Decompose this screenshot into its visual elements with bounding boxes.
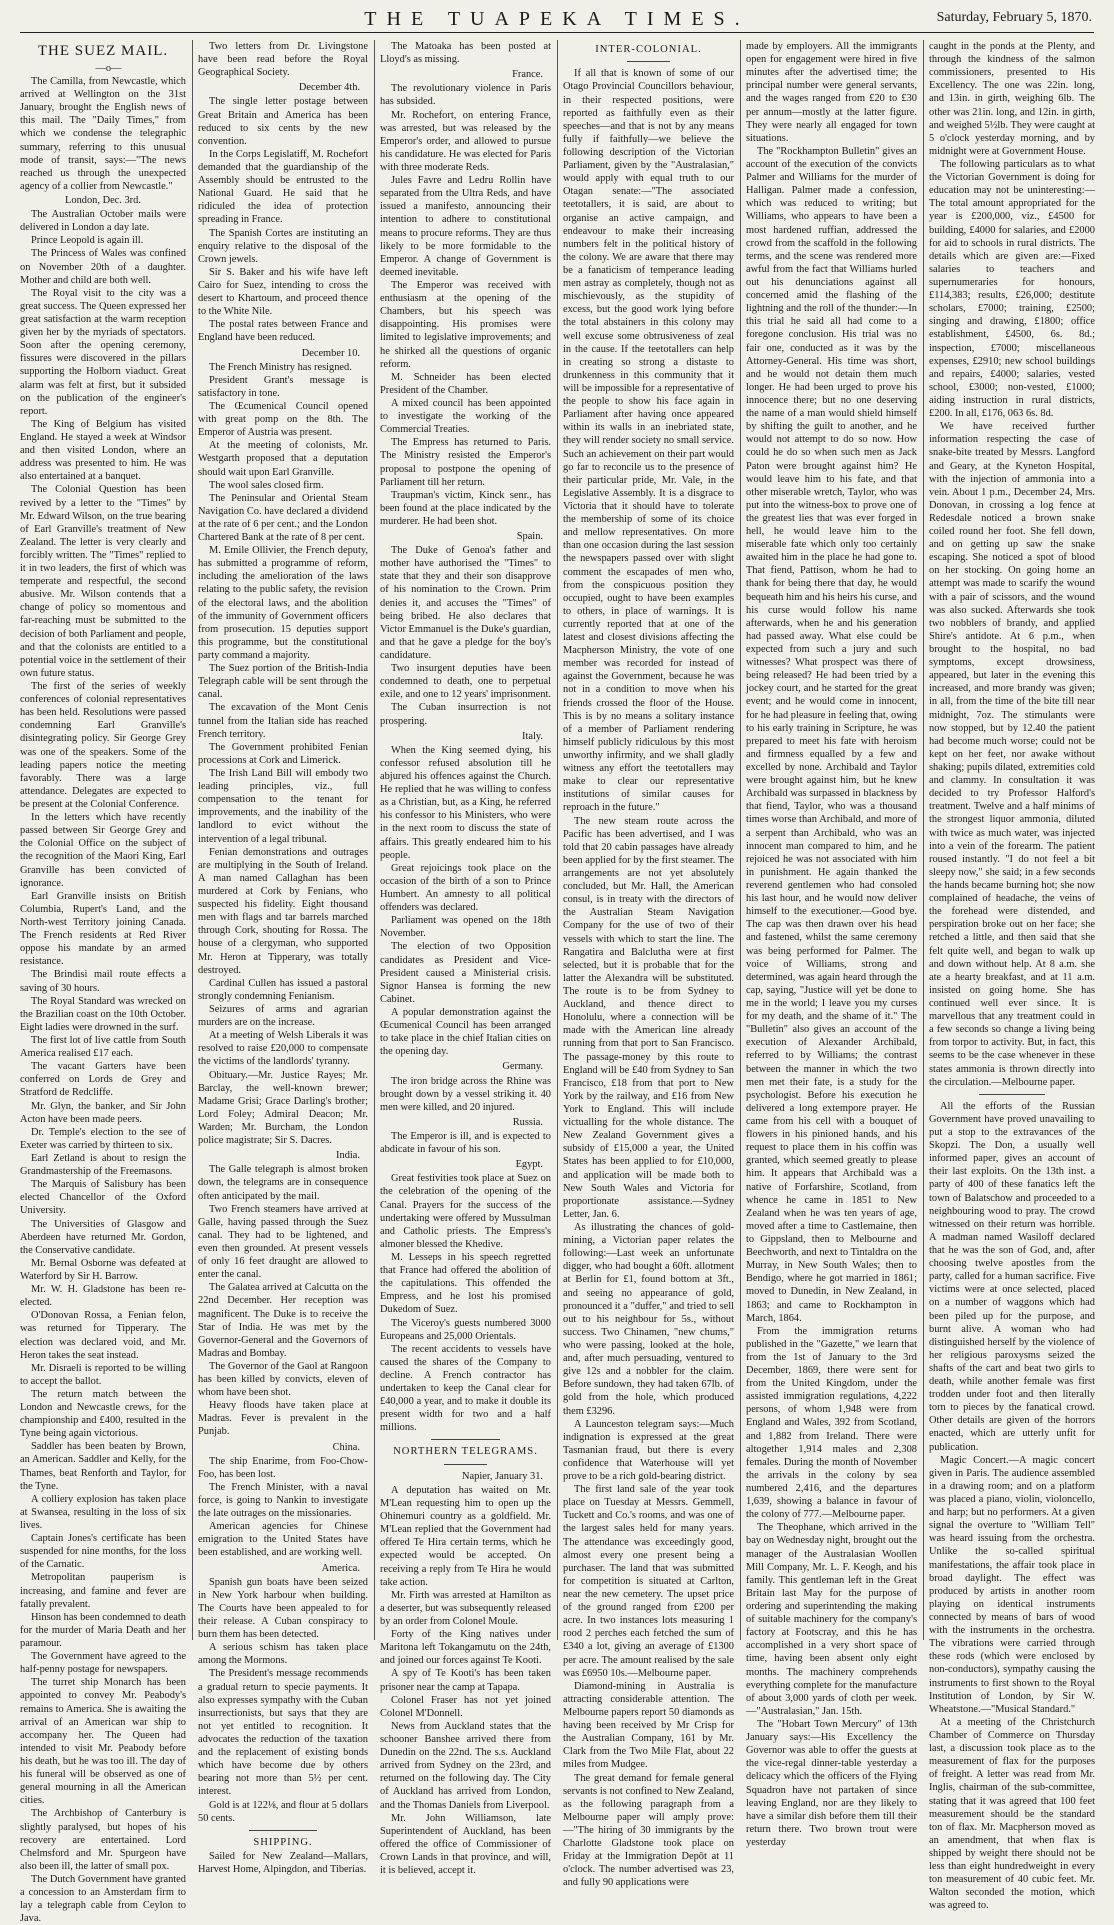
- paragraph: Mr. Disraeli is reported to be willing to accept the ballot.: [20, 1362, 186, 1387]
- paragraph: The Duke of Genoa's father and mother have authorised the "Times" to state that they and their son disapprove of his nomination to the Crown. Prim denies it, and accuses the "Times" of being bribed. He also declares that Victor Emmanuel is the Duke's guardian, and that he gave a pledge for the boy's candidature.: [380, 545, 551, 662]
- section-heading-germany: Germany.: [502, 1061, 543, 1073]
- paragraph: The revolutionary violence in Paris has subsided.: [380, 83, 551, 108]
- paragraph: The "Rockhampton Bulletin" gives an account of the execution of the convicts Palmer and Williams for the murder of Halligan. Palmer made a confession, which was reduced to writing; but Williams, who appears to have been a most hardened ruffian, addressed the crowd from the scaffold in the following terms, and the scene was rendered more awful from the fact that Williams hurled out his denunciations against all concerned amid the flashing of the lightning and the roll of the thunder:—In this trial he said all had come to a foregone conclusion. His trial was no fair one, conducted as it was by the Attorney-General. His time was short, and he would not detain them much longer. He had been urged to prove his innocence there; but no one deserving the name of a man would shield himself by shifting the guilt to another, and he would not attempt to do so now. How could he do so when such men as Jack Paton were brought against him? He would leave him to his fate, and that other miserable wretch, Taylor, who was put into the witness-box to prove one of the greatest lies that was ever forged in hell, he would leave him to the miserable fate which only too certainly awaited him in the place he had gone to. That fiend, Pattison, whom he had to thank for being there that day, he would bequeath him and his heirs his curse, and his curse would follow his name afterwards, when he and his generation had passed away. What else could be expected from such a jury and such witnesses? What prospect was there of being released? He had been tried by a jockey court, and he started for the great event; and he would come in innocent, for he had pleasure in feeling that, owing to his early training in Scripture, he was prepared to meet his fate with heroism and firmness equalled by a few and excelled by none. Archibald and Taylor were brought against him, but he knew Archibald was surpassed in blackness by that fiend, Taylor, who was a thousand times worse than Archibald, and more of a serpent than Archibald, who was an innocent man compared to him, and he rejoiced he was not associated with him in punishment. He again thanked the reverend gentlemen who had consoled his last hour, and he would now deliver himself to the executioner.—Good bye. The cap was then drawn over his head and fastened, whilst the same ceremony was being performed for Palmer. The voice of Williams, strong and determined, was again heard through the cap, saying, "Justice will yet be done to me in the world; I leave you my curses for my death, and the shame of it." The "Bulletin" also gives an account of the execution of Alexander Archibald, referred to by Williams; the contrast between the manner in which the two men met their fate, is a study for the psychologist. Before his execution he delivered a long extempore prayer. He came from his cell with a bouquet of flowers in his pinioned hands, and his request to place them in his coffin was granted, which seemed greatly to please him. It appears that Archibald was a native of Forfarshire, Scotland, from whence he came in 1851 to New Zealand when he was ten years of age, moved after a time to Castlemaine, then to Gippsland, then to Melbourne and Beechworth, and next to Tintaldra on the Murray, in New South Wales; then to Bendigo, where he got married in 1861; moved to Dunedin, in New Zealand, in 1863; and came to Rockhampton in March, 1864.: [746, 145, 917, 1324]
- paragraph: Spanish gun boats have been seized in New York harbour when building. The Courts have been appealed to for their release. A Cuban conspiracy to burn them has been detected.: [198, 1576, 368, 1641]
- paragraph: A popular demonstration against the Œcumenical Council has been arranged to take place in the chief Italian cities on the opening day.: [380, 1006, 551, 1058]
- paragraph: The first lot of live cattle from South America realised £17 each.: [20, 1034, 186, 1060]
- paragraph: Sir S. Baker and his wife have left Cairo for Suez, intending to cross the desert to Khartoum, and proceed thence to the White Nile.: [198, 266, 368, 318]
- paragraph: From the immigration returns published in the "Gazette," we learn that from the 1st of January to the 3rd December, 1869, there were sent for from the United Kingdom, under the assisted immigration regulations, 4,222 persons, of whom 1,948 were from England and Wales, 392 from Scotland, and 1,882 from Ireland. There were altogether 1,914 males and 2,308 females. During the month of November the arrivals in the colony by sea numbered 2,416, and the departures 1,639, showing a balance in favour of the colony of 777.—Melbourne paper.: [746, 1325, 917, 1521]
- paragraph: Metropolitan pauperism is increasing, and famine and fever are fatally prevalent.: [20, 1572, 186, 1610]
- paragraph: The Emperor was received with enthusiasm at the opening of the Chambers, but his speech was disappointing. His promises were limited to legislative improvements; and he shirked all the questions of organic reform.: [380, 279, 551, 370]
- article-heading-suez-mail: THE SUEZ MAIL.: [37, 43, 169, 59]
- paragraph: M. Lesseps in his speech regretted that France had offered the abolition of the capitulations. This offended the Empress, and he lost his promised Dukedom of Suez.: [380, 1251, 551, 1316]
- paragraph: Two letters from Dr. Livingstone have been read before the Royal Geographical Society.: [198, 41, 368, 79]
- paragraph: The Archbishop of Canterbury is slightly paralysed, but hopes of his recovery are entertained. Lord Chelmsford and Mr. Spurgeon have also been ill, the latter of small pox.: [20, 1808, 186, 1872]
- paragraph: The Governor of the Gaol at Rangoon has been killed by convicts, eleven of whom have been shot.: [198, 1360, 368, 1399]
- paragraph: The "Hobart Town Mercury" of 13th January says:—His Excellency the Governor was able to offer the guests at the vice-regal dinner-table yesterday a delicacy which the officers of the Flying Squadron have not partaken of since leaving England, nor are they likely to have a similar dish before them till their return there. Two brown trout were yesterday: [746, 1719, 917, 1848]
- paragraph: The Galatea arrived at Calcutta on the 22nd December. Her reception was magnificent. The Duke is to receive the Star of India. He was met by the Governor-General and the Governors of Madras and Bombay.: [198, 1282, 368, 1359]
- section-heading-russia: Russia.: [512, 1116, 543, 1128]
- column-3: [380, 40, 551, 1877]
- paragraph: Mr. John Williamson, late Superintendent of Auckland, has been offered the office of Commissioner of Crown Lands in that province, and will, it is believed, accept it.: [380, 1812, 551, 1877]
- paragraph: The turret ship Monarch has been appointed to convey Mr. Peabody's remains to America. She is awaiting the arrival of an American war ship to accompany her. The Queen had intended to visit Mr. Peabody before his death, but he was too ill. The day of his funeral will be observed as one of general mourning in all the American cities.: [20, 1677, 186, 1807]
- paragraph: Mr. Rochefort, on entering France, was arrested, but was released by the Emperor's order, and allowed to pursue his candidature. He was elected for Paris with three moderate Reds.: [380, 109, 551, 173]
- paragraph: Obituary.—Mr. Justice Rayes; Mr. Barclay, the well-known brewer; Madame Grisi; Grace Darling's brother; Lord Foley; Admiral Deacon; Mr. Warden; Mr. Burcham, the London police magistrate; Sir S. Dacres.: [198, 1069, 368, 1147]
- paragraph: The new steam route across the Pacific has been advertised, and I was told that 20 cabin passages have already been applied for by the first steamer. The arrangements are not yet absolutely concluded, but Mr. Hall, the American consul, is in treaty with the directors of the Australian Steam Navigation Company for the use of two of their vessels with which to start the line. The Rangatira and Balclutha were at first selected, but it is probable that for the latter the Alexandra will be substituted. The route is to be from Sydney to Auckland, and thence direct to Honolulu, where a connection will be made with the American line already running from that port to San Francisco. The passage-money by this route to England will be £40 from Sydney to San Francisco, £18 from that port to New York by the railway, and £16 from New York to England. This will include victualling for the whole distance. The New Zealand Government gives a subsidy of £15,000 a year, the United States has been applied to for £10,000, and application will be made both to New South Wales and Victoria for proportionate assistance.—Sydney Letter, Jan. 6.: [563, 815, 734, 1220]
- paragraph: Mr. Firth was arrested at Hamilton as a deserter, but was subsequently released by an order from Colonel Moule.: [380, 1589, 551, 1628]
- column-rule: [557, 40, 558, 1640]
- paragraph: The Emperor is ill, and is expected to abdicate in favour of his son.: [380, 1130, 551, 1156]
- paragraph: All the efforts of the Russian Government have proved unavailing to put a stop to the extravances of the Skopzi. The Don, a usually well informed paper, gives an account of their last exploits. On the 13th inst. a party of 400 of these fanatics left the town of Balatschow and proceeded to a neighbouring wood to pray. The crowd witnessed on their return was horrible. A madman named Wasiloff declared that he was the son of God, and, after choosing twelve apostles from the party, called for a human sacrifice. Five victims were at once selected, placed on a number of waggons which had been piled up for the purpose, and burnt alive. A woman who had distinguished herself by the violence of her religious paroxysms seized the shafts of the cart and beat two girls to death, while another female was first trodden under foot and then literally torn to pieces by the fanatical crowd. Other details are given of the horrors enacted, which are utterly unfit for publication.: [929, 1100, 1095, 1453]
- section-heading-china: China.: [332, 1441, 360, 1453]
- separator: —o—: [95, 62, 122, 74]
- section-heading-italy: Italy.: [522, 730, 543, 742]
- paragraph: At the meeting of colonists, Mr. Westgarth proposed that a deputation should wait upon Earl Granville.: [198, 440, 368, 478]
- paragraph: Jules Favre and Ledru Rollin have separated from the Ultra Reds, and have issued a manifesto, announcing their intention to adhere to constitutional means to procure reforms. They are thus likely to be more formidable to the Emperor. A change of Government is deemed inevitable.: [380, 175, 551, 278]
- paragraph: Gold is at 122⅛, and flour at 5 dollars 50 cents.: [198, 1799, 368, 1824]
- paragraph: Forty of the King natives under Maritona left Tokangamutu on the 24th, and joined our forces against Te Kooti.: [380, 1629, 551, 1667]
- paragraph: The Royal Standard was wrecked on the Brazilian coast on the 10th October. Eight ladies were drowned in the surf.: [20, 995, 186, 1033]
- paragraph: American agencies for Chinese emigration to the United States have been established, and are working well.: [198, 1521, 368, 1559]
- paragraph: President Grant's message is satisfactory in tone.: [198, 374, 368, 399]
- paragraph: When the King seemed dying, his confessor refused absolution till he abjured his offences against the Church. He replied that he was willing to confess as a Christian, but, as a King, he referred his confessor to his Ministers, who were in the next room to discuss the state of affairs. This greatly endeared him to his people.: [380, 744, 551, 861]
- paragraph: A serious schism has taken place among the Mormons.: [198, 1642, 368, 1667]
- column-rule: [374, 40, 375, 1640]
- paragraph: made by employers. All the immigrants open for engagement were hired in five minutes after the advertised time; the principal number were general servants, and the wages ranged from £20 to £30 per annum—mostly at the latter figure. They were nearly all engaged for town situations.: [746, 41, 917, 144]
- paragraph: The Brindisi mail route effects a saving of 30 hours.: [20, 969, 186, 994]
- paragraph: The following particulars as to what the Victorian Government is doing for education may not be uninteresting:—The total amount appropriated for the year is £200,000, viz., £4500 for building, £4000 for salaries, and £2000 for aid to schools in rural districts. The details which are given are:—Fixed salaries to teachers and supernumeraries for honours, £114,383; results, £26,000; destitute scholars, £7000; training, £2500; singing and drawing, £1800; office establishment, £4500, 6s. 8d.; inspection, £7000; miscellaneous expenses, £2910; new school buildings and repairs, £4000; salaries, vested school, £3000; non-vested, £1000; aiding instruction in rural districts, £200. In all, £176, 063 6s. 8d.: [929, 158, 1095, 420]
- paragraph: Captain Jones's certificate has been suspended for nine months, for the loss of the Carnatic.: [20, 1533, 186, 1571]
- dateline: December 4th.: [298, 82, 360, 94]
- paragraph: The Galle telegraph is almost broken down, the telegrams are in consequence often anticipated by the mail.: [198, 1164, 368, 1202]
- paragraph: Earl Zetland is about to resign the Grandmastership of the Freemasons.: [20, 1152, 186, 1178]
- paragraph: The Peninsular and Oriental Steam Navigation Co. have declared a dividend at the rate of 6 per cent.; and the London Chartered Bank at the rate of 8 per cent.: [198, 492, 368, 544]
- paragraph: The election of two Opposition candidates as President and Vice-President caused a Ministerial crisis. Signor Hansea is forming the new Cabinet.: [380, 941, 551, 1005]
- paragraph: The Camilla, from Newcastle, which arrived at Wellington on the 31st January, brought the English news of this mail. The "Daily Times," from which we condense the telegraphic summary, referring to this unusual mode of transit, says:—"The news reached us through the unexpected agency of a collier from Newcastle.": [20, 76, 186, 192]
- section-heading-spain: Spain.: [516, 531, 543, 543]
- paragraph: Mr. W. H. Gladstone has been re-elected.: [20, 1284, 186, 1309]
- paragraph: Cardinal Cullen has issued a pastoral strongly condemning Fenianism.: [198, 977, 368, 1002]
- paragraph: The Cuban insurrection is not prospering.: [380, 702, 551, 727]
- dateline: London, Dec. 3rd.: [65, 194, 141, 206]
- paragraph: The recent accidents to vessels have caused the shares of the Company to decline. A French contractor has undertaken to keep the Canal clear for £40,000 a year, and to make it double its present width for two and a half millions.: [380, 1343, 551, 1434]
- column-2: [198, 40, 368, 1876]
- paragraph: A mixed council has been appointed to investigate the working of the Commercial Treaties.: [380, 397, 551, 436]
- paragraph: Magic Concert.—A magic concert given in Paris. The audience assembled in a drawing room; and on a platform was placed a piano, violin, violoncello, and harp; but no performers. At a given signal the overture to "William Tell" was heard issuing from the orchestra. Unlike the so-called spiritual manifestations, the affair took place in broad daylight. The effect was produced by artists in another room playing on identical instruments connected by means of bars of wood with the instruments in the orchestra. The vibrations were carried through these rods (which were enclosed by non-conductors), sympathy causing the instruments to first shown to the Royal Institution of London, by Sir W. Wheatstone.—"Musical Standard.": [929, 1454, 1095, 1715]
- paragraph: The Irish Land Bill will embody two leading principles, viz., full compensation to the tenant for improvements, and the inability of the landlord to evict without the intervention of a legal tribunal.: [198, 768, 368, 845]
- paragraph: Two insurgent deputies have been condemned to death, one to perpetual exile, and one to 12 years' imprisonment.: [380, 663, 551, 701]
- paragraph: The single letter postage between Great Britain and America has been reduced to six cents by the new convention.: [198, 96, 368, 147]
- paragraph: A Launceston telegram says:—Much indignation is expressed at the great Tasmanian fraud, but there is every confidence that Waterhouse will yet prove to be a rich gold-bearing district.: [563, 1418, 734, 1483]
- paragraph: A colliery explosion has taken place at Swansea, resulting in the loss of six lives.: [20, 1493, 186, 1532]
- paragraph: The first of the series of weekly conferences of colonial representatives has been held. Resolutions were passed condemning Earl Granville's disintegrating policy. Sir George Grey was one of the speakers. Some of the leading papers notice the meeting favorably. There was a large attendance. Delegates are expected to be present at the Colonial Conference.: [20, 681, 186, 811]
- paragraph: At a meeting of the Christchurch Chamber of Commerce on Thursday last, a discussion took place as to the measurement of flax for the purposes of freight. A letter was read from Mr. Inglis, chairman of the sub-committee, stating that it was agreed that 100 feet measurement should be the standard ton of flax. Mr. Macpherson moved as an amendment, that when flax is shipped by weight there should not be less than eight hundredweight in every ton measurement of 40 cubic feet. Mr. Walton seconded the motion, which was agreed to.: [929, 1716, 1095, 1912]
- paragraph: The wool sales closed firm.: [209, 479, 324, 491]
- paragraph: News from Auckland states that the schooner Banshee arrived there from Dunedin on the 22nd. The s.s. Auckland arrived from Sydney on the 23rd, and returned on the following day. The City of Auckland has arrived from London, and the Thomas Daniels from Liverpool.: [380, 1720, 551, 1811]
- paragraph: M. Emile Ollivier, the French deputy, has submitted a programme of reform, including the amelioration of the laws relating to the public safety, the revision of the electoral laws, and the abolition of the immunity of Government officers from prosecution. 15 deputies support this programme, but the constitutional party command a majority.: [198, 545, 368, 662]
- masthead: [20, 6, 1094, 33]
- paragraph: Hinson has been condemned to death for the murder of Maria Death and her paramour.: [20, 1611, 186, 1650]
- paragraph: The French Ministry has resigned.: [209, 361, 352, 373]
- paragraph: The President's message recommends a gradual return to specie payments. It also expresses sympathy with the Cuban insurrectionists, but says that they are not yet entitled to recognition. It advocates the reduction of the taxation and the replacement of existing bonds which have become due by others bearing not more than 5½ per cent. interest.: [198, 1668, 368, 1798]
- paragraph: The Viceroy's guests numbered 3000 Europeans and 25,000 Orientals.: [380, 1317, 551, 1342]
- paragraph: Fenian demonstrations and outrages are multiplying in the South of Ireland. A man named Callaghan has been murdered at Cork by Fenians, who suspected his fidelity. Eight thousand men with flags and tar barrels marched through Cork, shouting for Rossa. The house of a clergyman, who supported Mr. Heron at Tipperary, was totally destroyed.: [198, 846, 368, 976]
- paragraph: The Œcumenical Council opened with great pomp on the 8th. The Emperor of Austria was present.: [198, 400, 368, 439]
- paragraph: The postal rates between France and England have been reduced.: [198, 319, 368, 344]
- paragraph: Mr. Glyn, the banker, and Sir John Acton have been made peers.: [20, 1100, 186, 1125]
- section-heading-india: India.: [336, 1150, 360, 1162]
- paragraph: A spy of Te Kooti's has been taken prisoner near the camp at Tapapa.: [380, 1668, 551, 1693]
- paragraph: O'Donovan Rossa, a Fenian felon, was returned for Tipperary. The election was declared void, and Mr. Heron takes the seat instead.: [20, 1310, 186, 1361]
- paragraph: The ship Enarime, from Foo-Chow-Foo, has been lost.: [198, 1455, 368, 1480]
- paragraph: At a meeting of Welsh Liberals it was resolved to raise £20,000 to compensate the victims of the landlords' tyranny.: [198, 1030, 368, 1068]
- paragraph: M. Schneider has been elected President of the Chamber.: [380, 371, 551, 396]
- paragraph: The Theophane, which arrived in the bay on Wednesday night, brought out the manager of the Australasian Woollen Mill Company, Mr. L. F. Keogh, and his family. This gentleman left in the Great Britain last May for the purpose of ordering and superintending the making of suitable machinery for the company's factory at Footscray, and this he has accomplished in a very short space of time, having been absent only eight months. The machinery comprehends everything complete for the manufacture of about 3,000 yards of cloth per week.—"Australasian," Jan. 15th.: [746, 1522, 917, 1717]
- paragraph: Seizures of arms and agrarian murders are on the increase.: [198, 1003, 368, 1029]
- paragraph: The Royal visit to the city was a great success. The Queen expressed her great satisfaction at the warm reception given her by the myriads of spectators. Soon after the opening ceremony, fissures were discovered in the pillars supporting the Holborn viaduct. Great alarm was felt at first, but it subsided on the publication of the engineer's report.: [20, 287, 186, 417]
- article-heading-northern-telegrams: NORTHERN TELEGRAMS.: [393, 1446, 538, 1458]
- divider: [627, 61, 670, 62]
- paragraph: The vacant Garters have been conferred on Lords de Grey and Stratford de Redcliffe.: [20, 1061, 186, 1099]
- paragraph: The King of Belgium has visited England. He stayed a week at Windsor and then visited London, where an address was presented to him. He was also entertained at a banquet.: [20, 418, 186, 483]
- paragraph: The Universities of Glasgow and Aberdeen have returned Mr. Gordon, the Conservative candidate.: [20, 1218, 186, 1256]
- paragraph: The Suez portion of the British-India Telegraph cable will be sent through the canal.: [198, 663, 368, 701]
- dateline: Napier, January 31.: [462, 1470, 543, 1482]
- paragraph: The excavation of the Mont Cenis tunnel from the Italian side has reached French territory.: [198, 702, 368, 740]
- paragraph: Colonel Fraser has not yet joined Colonel M'Donnell.: [380, 1694, 551, 1719]
- column-6: [929, 40, 1096, 1912]
- paragraph: The Government prohibited Fenian processions at Cork and Limerick.: [198, 741, 368, 766]
- column-rule: [740, 40, 741, 1640]
- paragraph: caught in the ponds at the Plenty, and through the kindness of the salmon commissioners, presented to His Excellency. The one was 22in. long, and 13in. in girth, weighing 6lb. The other was 21in. long, and 12in. in girth, and weighed 5½lb. They were caught at 5 o'clock yesterday morning, and by midnight were at Government House.: [929, 41, 1096, 157]
- paragraph: Dr. Temple's election to the see of Exeter was carried by thirteen to six.: [20, 1126, 186, 1151]
- column-4: [563, 40, 734, 1889]
- paragraph: Great festivities took place at Suez on the celebration of the opening of the Canal. Prayers for the success of the undertaking were offered by Mussulman and Catholic priests. The Empress's almoner blessed the Khedive.: [380, 1173, 551, 1250]
- dateline: December 10.: [301, 347, 360, 359]
- paragraph: The Colonial Question has been revived by a letter to the "Times" by Mr. Edward Wilson, on the true bearing of Earl Granville's treatment of New Zealand. The letter is very clearly and forcibly written. The "Times" replied to it in two leaders, the first of which was temperate and respectful, the second abusive. Mr. Wilson contends that a change of policy so momentous and far-reaching must be submitted to the decision of both Parliament and people, and that the colonists are entitled to a potential voice in the settlement of their own future status.: [20, 484, 186, 679]
- section-heading-egypt: Egypt.: [515, 1159, 543, 1171]
- column-rule: [192, 40, 193, 1640]
- column-1: [20, 40, 186, 1925]
- divider: [444, 1464, 487, 1465]
- paragraph: A deputation has waited on Mr. M'Lean requesting him to open up the Ohinemuri country as a goldfield. Mr. M'Lean replied that the Government had offered Te Hira certain terms, which he expected would be accepted. On receiving a reply from Te Hira he would take action.: [380, 1484, 551, 1588]
- paragraph: Mr. Bernal Osborne was defeated at Waterford by Sir H. Barrow.: [20, 1257, 186, 1282]
- paragraph: The Spanish Cortes are instituting an enquiry relative to the disposal of the Crown jewels.: [198, 227, 368, 265]
- paragraph: The iron bridge across the Rhine was brought down by a vessel striking it. 40 men were killed, and 20 injured.: [380, 1075, 551, 1113]
- paragraph: We have received further information respecting the case of snake-bite treated by Messrs. Langford and Geary, at the Kyneton Hospital, with the injection of ammonia into a vein. About 1 p.m., December 24, Mrs. Donovan, in crossing a log fence at Redesdale noticed a brown snake coiled round her foot. She fell down, and on getting up saw the snake escaping. She noticed a spot of blood on her stocking. On going home an attempt was made to scarify the wound with a pair of scissors, and the wound was also sucked. Afterwards she took two nobblers of brandy, and applied Shire's antidote. At 6 p.m., when brought to the hospital, no bad symptoms, except drowsiness, appeared, but later in the evening this increased, and more brandy was given; in all, from the time of the bite till near midnight, 7oz. The stimulants were now stopped, but by 12.40 the patient had become much worse; could not be kept on her feet, nor awake without shaking; pupils dilated, extremities cold and clammy. In consultation it was decided to try Professor Halford's treatment. Twelve and a half minims of the strongest liquor ammonia, diluted with twice as much water, was injected into a vein of the forearm. The patient roused instantly. "I do not feel a bit sleepy now," she said; in a few seconds the hands became burning hot; she now complained of headache, the veins of the forehead were distended, and perspiration broke out on her face; she retched a little, and then said that she felt quite well, and began to walk up and down without help. At 8 a.m. she ate a hearty breakfast, and at 11 a.m. insisted on going home. She has continued well ever since. It is marvellous that any treatment could in a few seconds so change a living being from torpor to activity. But, in fact, this seems to be the case whenever in these states ammonia is thrown directly into the circulation.—Melbourne paper.: [929, 421, 1095, 1088]
- article-heading-inter-colonial: INTER-COLONIAL.: [595, 44, 702, 55]
- paragraph: Prince Leopold is again ill.: [31, 235, 144, 247]
- paragraph: Two French steamers have arrived at Galle, having passed through the Suez canal. They had to be lightened, and even then grounded. At present vessels of only 16 feet draught are allowed to enter the canal.: [198, 1203, 368, 1281]
- paragraph: The Matoaka has been posted at Lloyd's as missing.: [380, 41, 551, 66]
- paragraph: The Princess of Wales was confined on November 20th of a daughter. Mother and child are both well.: [20, 248, 186, 286]
- paragraph: The Australian October mails were delivered in London a day late.: [20, 209, 186, 234]
- paragraph: Heavy floods have taken place at Madras. Fever is prevalent in the Punjab.: [198, 1400, 368, 1438]
- paragraph: Sailed for New Zealand—Mallars, Harvest Home, Alpingdon, and Tiberias.: [198, 1851, 368, 1876]
- paragraph: The Marquis of Salisbury has been elected Chancellor of the Oxford University.: [20, 1179, 186, 1217]
- divider: [431, 1439, 499, 1440]
- paragraph: Saddler has been beaten by Brown, an American. Saddler and Kelly, for the Thames, beat Renforth and Taylor, for the Tyne.: [20, 1441, 186, 1492]
- paragraph: The return match between the London and Newcastle crews, for the championship and £400, resulted in the Tyne being again victorious.: [20, 1388, 186, 1440]
- section-heading-america: America.: [321, 1562, 360, 1574]
- divider: [979, 1094, 1045, 1095]
- paragraph: In the letters which have recently passed between Sir George Grey and the Colonial Office on the subject of the recognition of the Maori King, Earl Granville has been convicted of ignorance.: [20, 812, 186, 889]
- paragraph: The Empress has returned to Paris. The Ministry resisted the Emperor's proposal to postpone the opening of Parliament till her return.: [380, 437, 551, 488]
- paragraph: Traupman's victim, Kinck senr., has been found at the place indicated by the murderer. He had been shot.: [380, 489, 551, 527]
- paragraph: The first land sale of the year took place on Tuesday at Messrs. Gemmell, Tuckett and Co.'s rooms, and was one of the largest sales held for many years. The attendance was exceedingly good, almost every one present being a purchaser. The land that was submitted for competition is situated at Carlton, near the new cemetery. The upset price of the ground ranged from £200 per acre. In two instances lots measuring 1 rood 2 perches each fetched the sum of £340 a lot, giving an average of £1300 per acre. The amount realised by the sale was £6950 10s.—Melbourne paper.: [563, 1484, 734, 1679]
- newspaper-title: THE TUAPEKA TIMES.: [364, 8, 750, 30]
- paragraph: The great demand for female general servants is not confined to New Zealand, as the following paragraph from a Melbourne paper will amply prove:—"The hiring of 30 immigrants by the Charlotte Gladstone took place on Friday at the Immigration Depôt at 11 o'clock. The number advertised was 23, and fully 90 applications were: [563, 1772, 734, 1889]
- article-heading-shipping: SHIPPING.: [253, 1836, 313, 1848]
- column-rule: [923, 40, 924, 1640]
- divider: [249, 1830, 317, 1831]
- column-5: [746, 40, 917, 1848]
- paragraph: The Government have agreed to the half-penny postage for newspapers.: [20, 1651, 186, 1676]
- paragraph: Great rejoicings took place on the occasion of the birth of a son to Prince Humbert. An amnesty to all political offenders was declared.: [380, 862, 551, 914]
- paragraph: In the Corps Legislatiff, M. Rochefort demanded that the guardianship of the Assembly should be entrusted to the National Guard. He said that he ridiculed the idea of protection spreading in France.: [198, 148, 368, 226]
- issue-date: Saturday, February 5, 1870.: [936, 10, 1092, 25]
- paragraph: If all that is known of some of our Otago Provincial Councillors behaviour, in their respected positions, were reported as faithfully even as their speeches—and that is not by any means fully if faithfully—we believe the following description of the Victorian Parliament, given by the "Australasian," would apply with equal truth to our Otagan senate:—"The associated teetotallers, it is said, are about to organise an active campaign, and endeavour to make their increasing numbers felt in the political history of the colony. We are aware that there may be a fanaticism of temperance leading men astray as completely, though not as mischievously, as the stupidity of excess, but the good work lying before the total abstainers in this colony may well excuse some obtrusiveness of zeal in the cause. If the teetotallers can help in creating so strong a distaste to drunkenness in this community that it will be impossible for a representative of the people to show his face again in Parliament after having once appeared within its walls in an inebriated state, they will render society no small service. Such an achievement on their part would go far to reconcile us to the presence of their particular pride, Mr. Vale, in the Legislative Assembly. It is a disgrace to Victoria that it should have to tolerate the membership of some of its choice and mellow representatives. On more than one occasion during the last session the newspapers passed over with slight comment the escapades of men who, from the conspicuous position they occupied, ought to have been examples to others, in place of warnings. It is currently reported that at one of the latest and closest divisions affecting the Macpherson Ministry, the vote of one member was recorded for instead of against the Government, because he was not in a condition to move when his friends crossed the floor of the House. This is by no means a solitary instance of a member of Parliament rendering himself publicly ridiculous by this most unworthy infirmity, and we shall gladly witness any effort the teetotallers may make to clear our representative institutions of similar causes for reproach in the future.": [563, 68, 734, 814]
- paragraph: Diamond-mining in Australia is attracting considerable attention. The Melbourne papers report 50 diamonds as having been received by Mr Crisp for the Australian Company, 161 by Mr. Clark from the Two Mile Flat, about 22 miles from Mudgee.: [563, 1680, 734, 1771]
- paragraph: The Dutch Government have granted a concession to an Amsterdam firm to lay a telegraph cable from Ceylon to Java.: [20, 1873, 186, 1925]
- paragraph: As illustrating the chances of gold-mining, a Victorian paper relates the following:—Last week an unfortunate digger, who had bought a 60ft. allotment at Berlin for £1, found bottom at 3ft., and seeing no appearance of gold, pronounced it a "duffer," and tried to sell out to his neighbour for 5s., without success. Two Chinamen, "new chums," who were passing, looked at the hole, and, after much persuading, ventured to give 12s and a nobbler for the claim. Before sundown, they had taken 67lb. of gold from the hole, which produced them £3296.: [563, 1221, 734, 1417]
- section-heading-france: France.: [512, 69, 543, 81]
- paragraph: Earl Granville insists on British Columbia, Rupert's Land, and the North-west Territory joining Canada. The French residents at Red River oppose his mandate by an armed resistance.: [20, 890, 186, 968]
- paragraph: Parliament was opened on the 18th November.: [380, 915, 551, 940]
- paragraph: The French Minister, with a naval force, is going to Nankin to investigate the late outrages on the missionaries.: [198, 1481, 368, 1520]
